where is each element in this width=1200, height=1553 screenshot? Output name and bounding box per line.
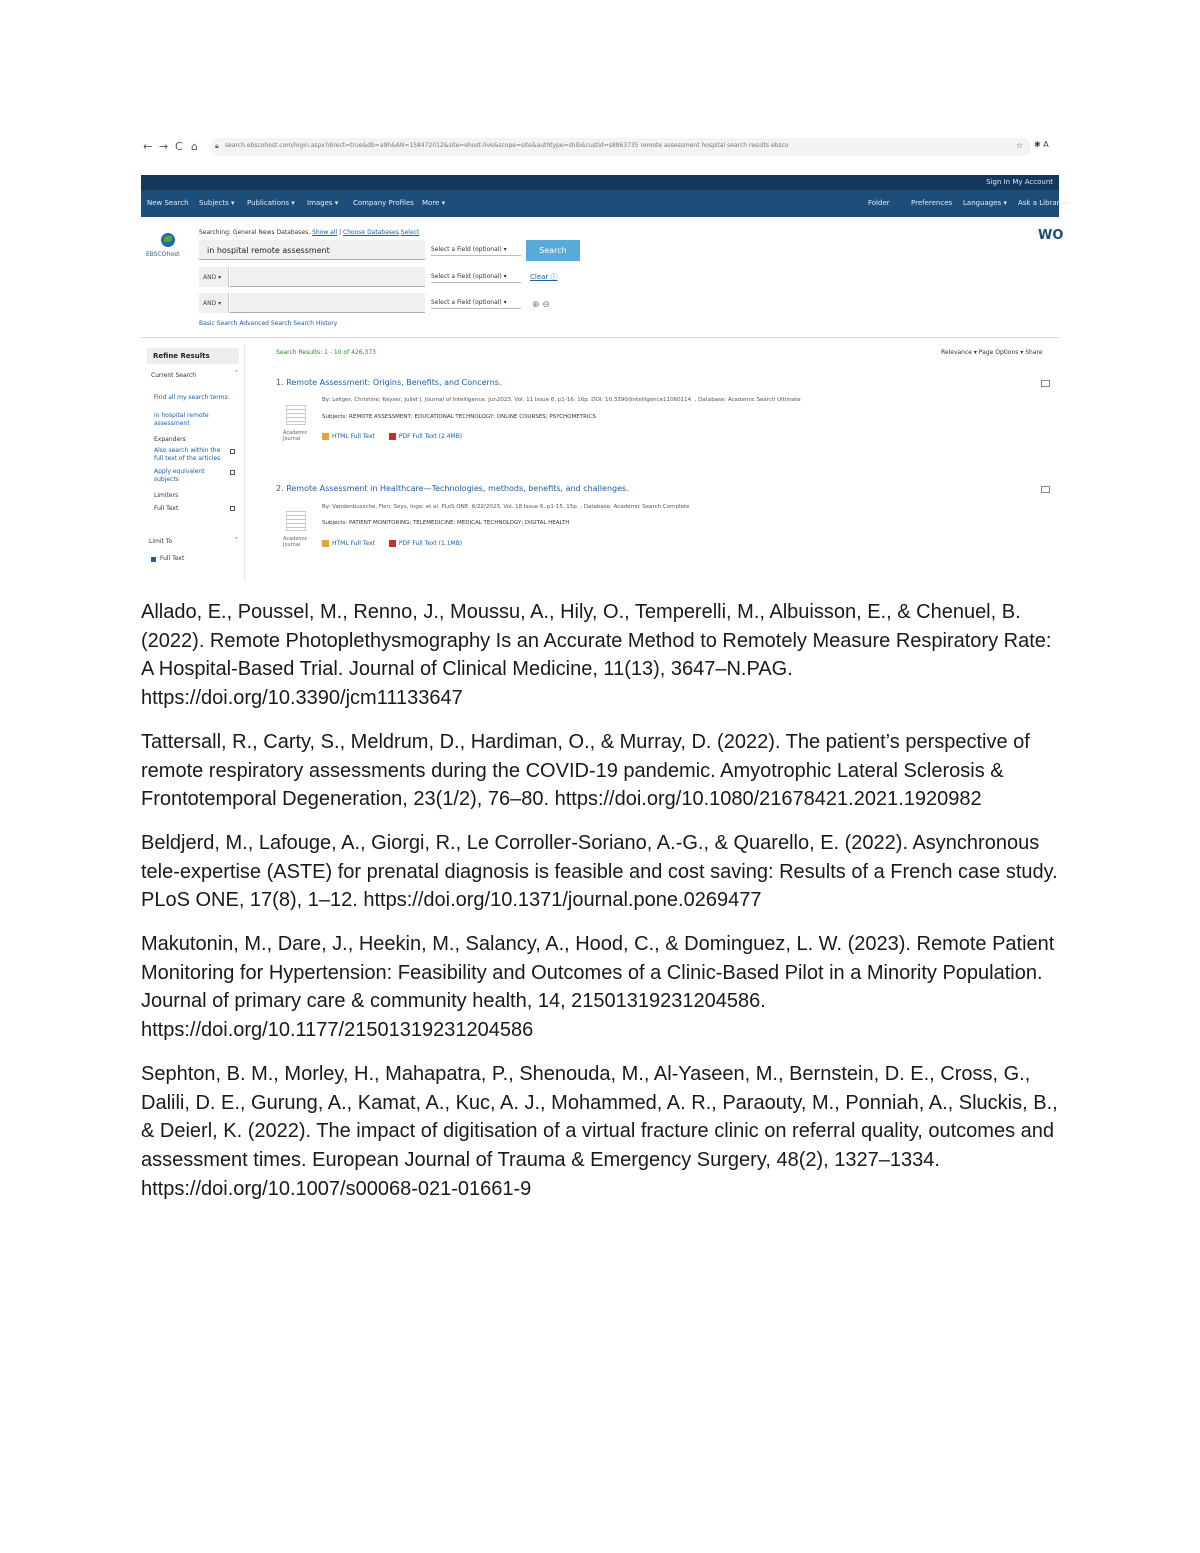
nav-ask-librarian[interactable]: Ask a Librarian: [1018, 199, 1071, 207]
html-full-text-link[interactable]: HTML Full Text: [332, 540, 375, 547]
choose-databases-link[interactable]: Choose Databases: [343, 229, 399, 236]
field-select-3[interactable]: Select a Field (optional) ▾: [431, 299, 521, 309]
result-number: 1.: [276, 378, 284, 387]
ebsco-logo-text: EBSCOhost: [146, 251, 180, 258]
search-button[interactable]: Search: [526, 240, 580, 261]
full-text-links-2: [322, 540, 462, 547]
account-strip: [141, 175, 1059, 190]
reference-entry: Allado, E., Poussel, M., Renno, J., Moussu, A., Hily, O., Temperelli, M., Albuisson, E., & Chenuel, B. (2022). Remote Photoplethysmography Is an Accurate Method to Remotely Measure Respiratory Rate: A Hospital-Based Trial. Journal of Clinical Medicine, 11(13), 3647–N.PAG. https://doi.org/10.3390/jcm11133647: [141, 601, 1052, 710]
nav-images[interactable]: Images ▾: [307, 199, 339, 207]
also-search-fulltext-option: Also search within the full text of the articles: [154, 447, 221, 462]
nav-more[interactable]: More ▾: [422, 199, 446, 207]
divider: [141, 337, 1059, 338]
add-to-folder-icon[interactable]: [1041, 486, 1050, 493]
query-echo-link[interactable]: in hospital remote assessment: [154, 412, 209, 427]
refine-results-sidebar: [147, 344, 245, 580]
extension-icons[interactable]: ✱ A: [1034, 140, 1049, 149]
full-text-links-1: [322, 433, 462, 440]
show-all-link[interactable]: Show all: [312, 229, 338, 236]
back-icon[interactable]: ←: [143, 140, 153, 153]
reference-entry: Makutonin, M., Dare, J., Heekin, M., Salancy, A., Hood, C., & Dominguez, L. W. (2023). Remote Patient Monitoring for Hypertension: Feasibility and Outcomes of a Clinic-Based Pilot in a Minority Population. Journal of primary care & community health, 14, 21501319231204586. https://doi.org/10.1177/21501319231204586: [141, 933, 1055, 1042]
boolean-select-2[interactable]: AND ▾: [199, 293, 229, 313]
reference-entry: Sephton, B. M., Morley, H., Mahapatra, P., Shenouda, M., Al-Yaseen, M., Bernstein, D. E., Cross, G., Dalili, D. E., Gurung, A., Kamat, A., Kuc, A. J., Mohammed, A. R., Paraouty, M., Ponniah, A., Sluckis, B., & Deierl, K. (2022). The impact of digitisation of a virtual fracture clinic on referral quality, outcomes and assessment times. European Journal of Trauma & Emergency Surgery, 48(2), 1327–1334. https://doi.org/10.1007/s00068-021-01661-9: [141, 1062, 1058, 1200]
remove-expander-checkbox-2[interactable]: [230, 470, 235, 475]
nav-languages[interactable]: Languages ▾: [963, 199, 1007, 207]
result-meta-2: By: Vandenbussche, Fien; Seys, Inge; et al. PLoS ONE. 6/22/2023, Vol. 18 Issue 6, p1-15. 15p. , Database: Academic Search Complete: [322, 504, 690, 510]
equivalent-subjects-option: Apply equivalent subjects: [154, 468, 205, 483]
limit-full-text-label: Full Text: [160, 555, 185, 562]
academic-journal-icon[interactable]: [286, 405, 306, 425]
institution-logo-text: WO: [1038, 228, 1064, 243]
reference-entry: Tattersall, R., Carty, S., Meldrum, D., Hardiman, O., & Murray, D. (2022). The patient’s perspective of remote respiratory assessments during the COVID-19 pandemic. Amyotrophic Lateral Sclerosis & Frontotemporal Degeneration, 23(1/2), 76–80. https://doi.org/10.1080/21678421.2021.1920982: [141, 730, 1030, 811]
refine-results-title: Refine Results: [147, 348, 239, 364]
expanders-label: Expanders: [154, 436, 186, 443]
reference-list: [141, 598, 1061, 1203]
url-text: search.ebscohost.com/login.aspx?direct=true&db=a9h&AN=158472012&site=ehost-live&scope=site&authtype=shib&custid=s8863735 remote assessment hospital search results ebsco: [225, 142, 789, 149]
doc-type-label: Academic Journal: [283, 430, 308, 442]
clear-link[interactable]: Clear ⓘ: [530, 273, 558, 281]
sort-and-page-options[interactable]: Relevance ▾ Page Options ▾ Share: [941, 349, 1043, 356]
result-title-2[interactable]: [276, 484, 629, 493]
searching-label: Searching: General News Databases: [199, 229, 309, 236]
add-remove-row-icon[interactable]: ⊕ ⊖: [532, 300, 550, 310]
chevron-up-icon[interactable]: ˄: [235, 537, 238, 544]
pdf-icon: [389, 540, 396, 547]
result-subjects-1: Subjects: REMOTE ASSESSMENT; EDUCATIONAL TECHNOLOGY; ONLINE COURSES; PSYCHOMETRICS: [322, 414, 596, 420]
result-number: 2.: [276, 484, 284, 493]
boolean-select-1[interactable]: AND ▾: [199, 267, 229, 287]
search-mode-links[interactable]: Basic Search Advanced Search Search History: [199, 320, 338, 327]
chevron-up-icon[interactable]: ˄: [235, 370, 238, 377]
limit-to-heading[interactable]: Limit To: [149, 538, 173, 545]
search-input[interactable]: in hospital remote assessment: [199, 240, 425, 260]
find-all-terms-label: Find all my search terms:: [154, 394, 230, 401]
browser-toolbar: [141, 132, 1059, 162]
home-icon[interactable]: ⌂: [191, 140, 198, 153]
result-meta-1: By: Leliger, Christine; Keyser, Juliet J. Journal of Intelligence. Jun2023, Vol. 11 Issue 6, p1-16. 16p. DOI: 10.3390/jintelligence11060114. , Database: Academic Search Ultimate: [322, 397, 801, 403]
results-count: Search Results: 1 - 10 of 426,373: [276, 349, 376, 356]
ebsco-logo-icon[interactable]: [161, 233, 175, 247]
full-text-checkbox[interactable]: [151, 557, 156, 562]
academic-journal-icon[interactable]: [286, 511, 306, 531]
nav-subjects[interactable]: Subjects ▾: [199, 199, 235, 207]
search-row-2: [199, 267, 529, 287]
result-title-text[interactable]: Remote Assessment in Healthcare—Technologies, methods, benefits, and challenges.: [286, 484, 629, 493]
forward-icon[interactable]: →: [159, 140, 169, 153]
limiters-label: Limiters: [154, 492, 179, 499]
remove-expander-checkbox-1[interactable]: [230, 449, 235, 454]
select-link[interactable]: Select: [400, 229, 420, 236]
add-to-folder-icon[interactable]: [1041, 380, 1050, 387]
search-input-3[interactable]: [230, 293, 425, 313]
search-input-2[interactable]: [230, 267, 425, 287]
reload-icon[interactable]: C: [175, 140, 183, 153]
pdf-full-text-link[interactable]: PDF Full Text (2.4MB): [398, 433, 463, 440]
result-title-text[interactable]: Remote Assessment: Origins, Benefits, and Concerns.: [286, 378, 502, 387]
doc-type-label: Academic Journal: [283, 536, 308, 548]
remove-limiter-checkbox[interactable]: [230, 506, 235, 511]
address-bar[interactable]: [211, 138, 1031, 156]
lock-icon: 🔒︎: [215, 142, 219, 150]
bookmark-star-icon[interactable]: ☆: [1015, 141, 1023, 150]
full-text-limiter: Full Text: [154, 505, 179, 512]
field-select-1[interactable]: Select a Field (optional) ▾: [431, 246, 521, 256]
result-title-1[interactable]: [276, 378, 501, 387]
pdf-full-text-link[interactable]: PDF Full Text (1.1MB): [398, 540, 463, 547]
html-full-text-icon: [322, 433, 329, 440]
html-full-text-link[interactable]: HTML Full Text: [332, 433, 375, 440]
html-full-text-icon: [322, 540, 329, 547]
field-select-2[interactable]: Select a Field (optional) ▾: [431, 273, 521, 283]
sign-in-link[interactable]: Sign In My Account: [986, 178, 1053, 186]
nav-company-profiles[interactable]: Company Profiles: [353, 199, 414, 207]
embedded-screenshot: [141, 132, 1071, 580]
search-row-3: [199, 293, 529, 313]
searching-databases-line: Searching: General News Databases, Show all | Choose Databases Select: [199, 229, 420, 236]
nav-preferences[interactable]: Preferences: [911, 199, 953, 207]
nav-publications[interactable]: Publications ▾: [247, 199, 295, 207]
reference-entry: Beldjerd, M., Lafouge, A., Giorgi, R., Le Corroller-Soriano, A.-G., & Quarello, E. (2022). Asynchronous tele-expertise (ASTE) for prenatal diagnosis is feasible and cost saving: Results of a French case study. PLoS ONE, 17(8), 1–12. https://doi.org/10.1371/journal.pone.0269477: [141, 831, 1058, 912]
search-row-1: [199, 240, 529, 260]
nav-folder[interactable]: Folder: [868, 199, 890, 207]
pdf-icon: [389, 433, 396, 440]
ebsco-nav-bar: [141, 190, 1071, 217]
nav-new-search[interactable]: New Search: [147, 199, 189, 207]
current-search-heading[interactable]: Current Search: [151, 372, 197, 379]
result-subjects-2: Subjects: PATIENT MONITORING; TELEMEDICINE; MEDICAL TECHNOLOGY; DIGITAL HEALTH: [322, 520, 570, 526]
